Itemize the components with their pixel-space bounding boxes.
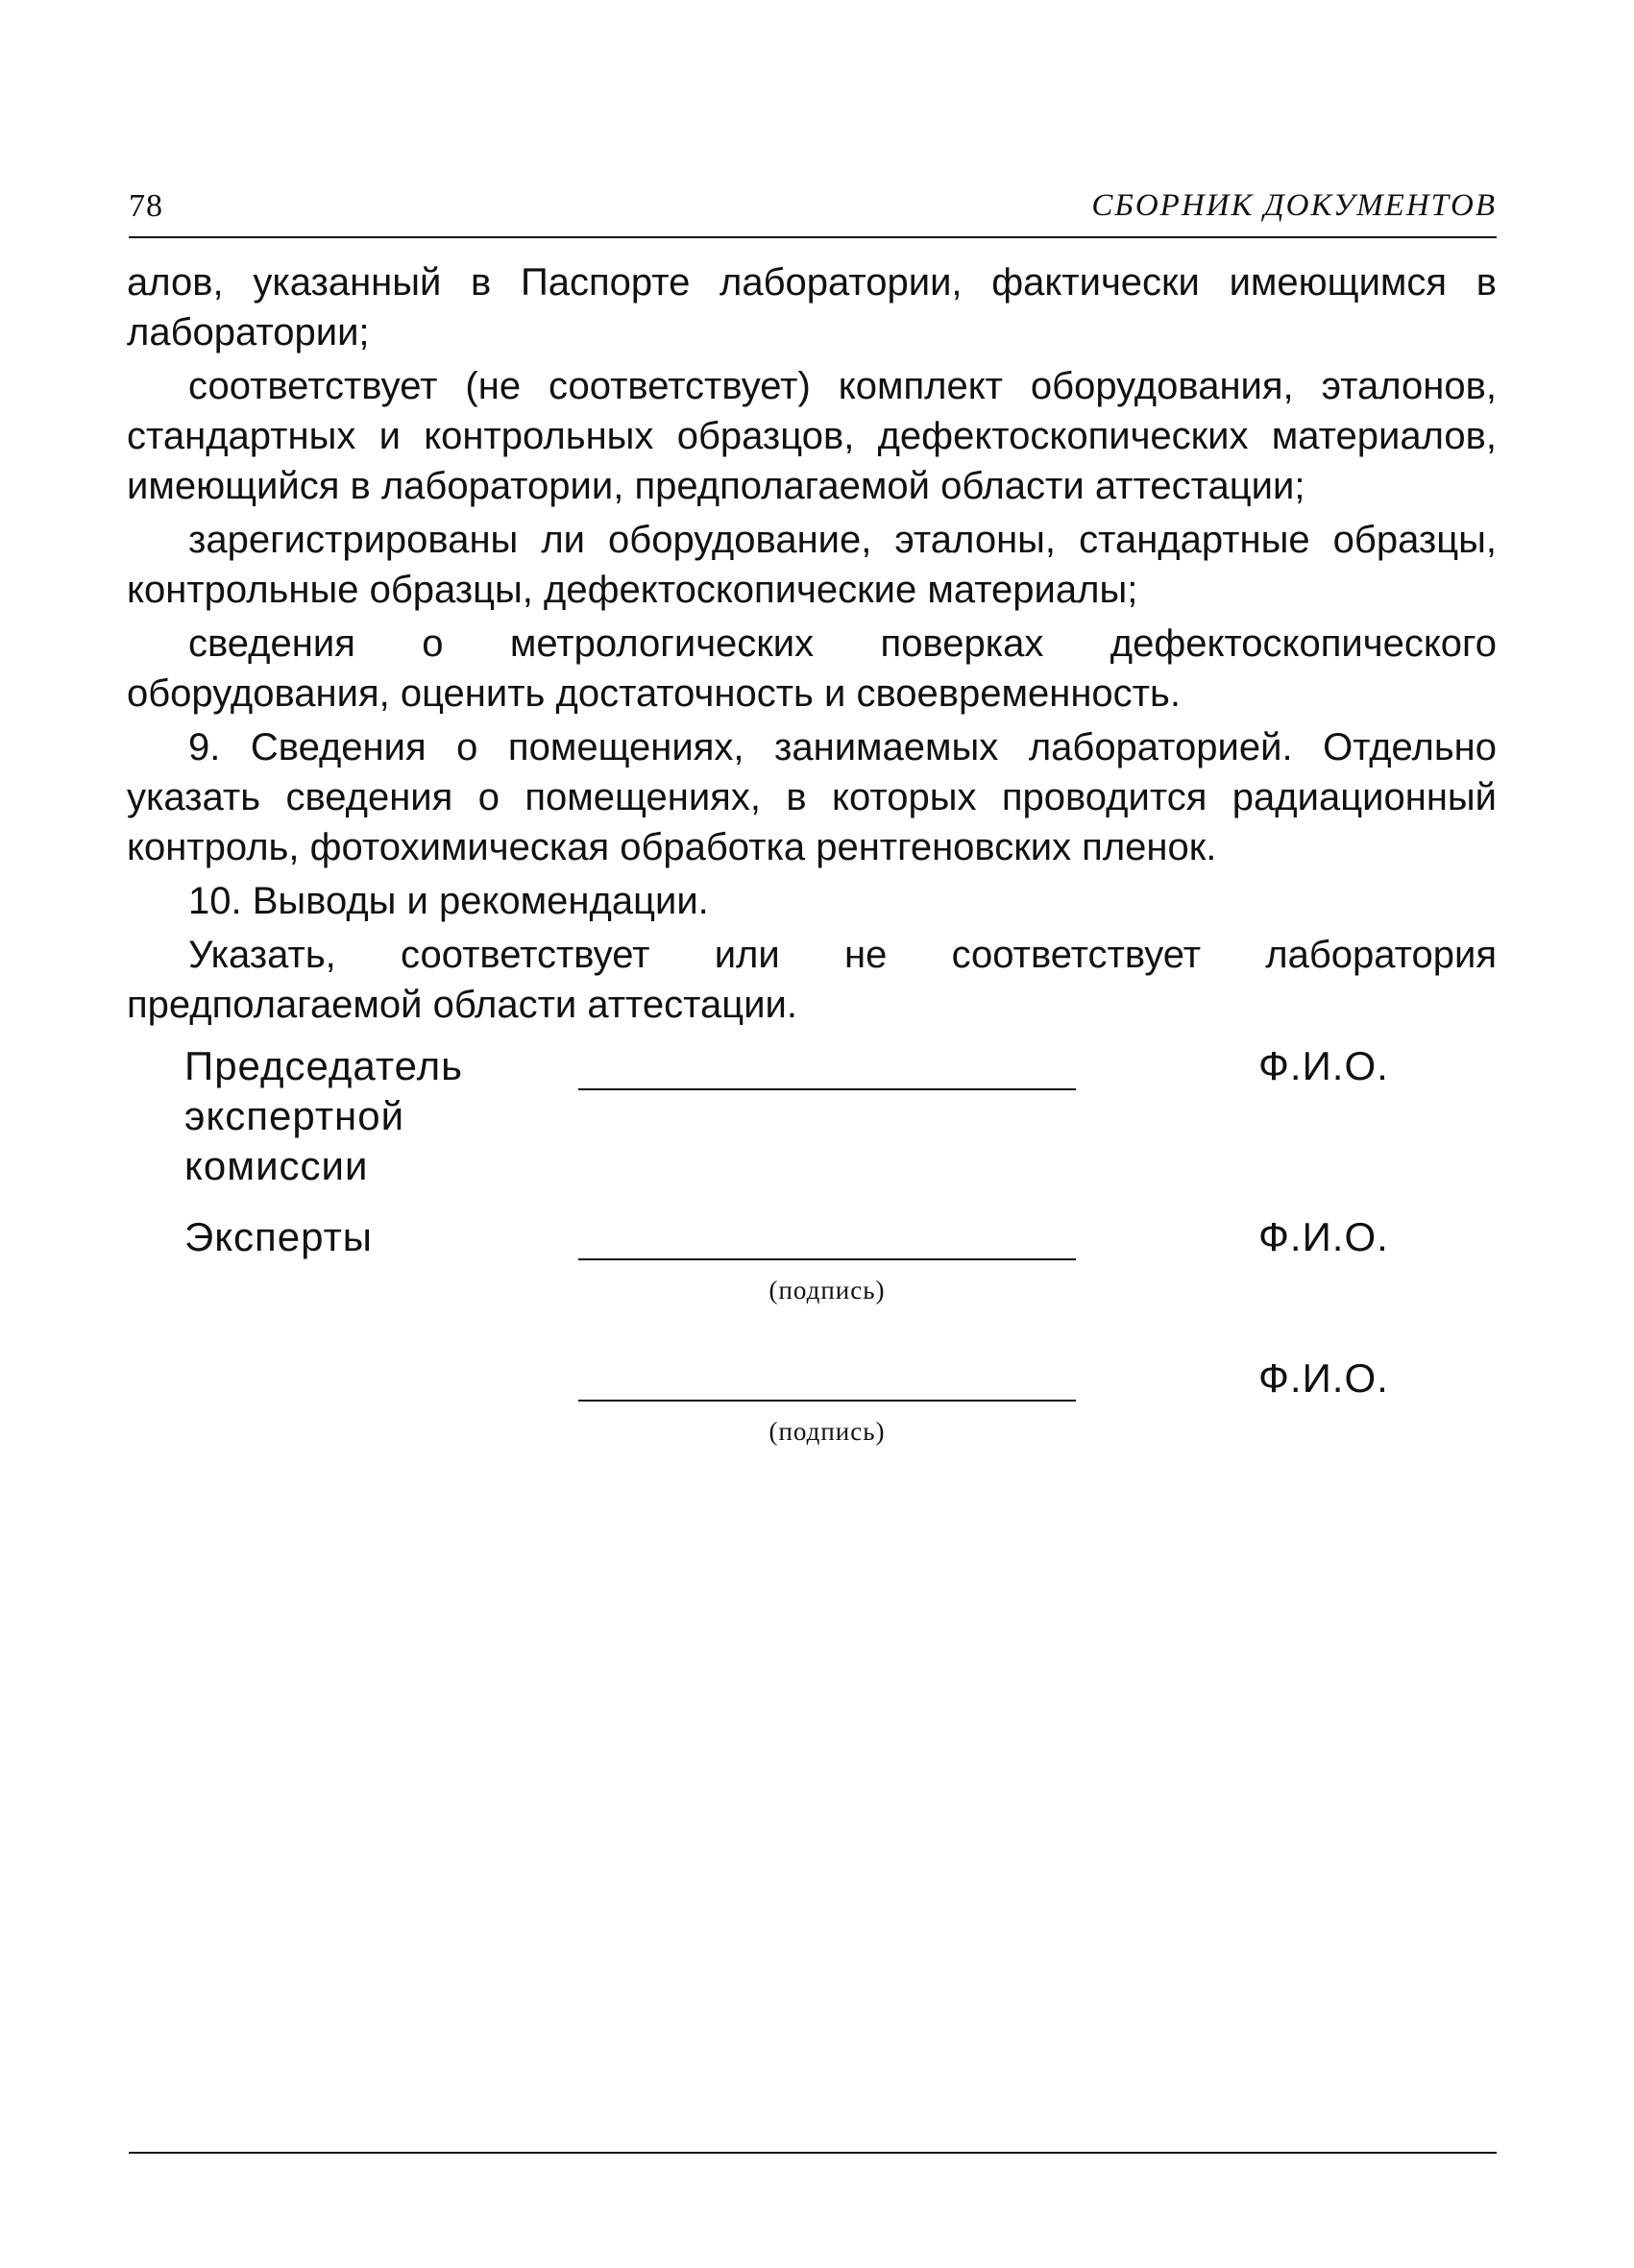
header-rule [129, 236, 1497, 238]
expert-1-signature-line [578, 1258, 1076, 1260]
paragraph-item-10: 10. Выводы и рекомендации. [188, 880, 709, 922]
paragraph-registration: зарегистрированы ли оборудование, эталоны, стандартные образцы, контрольные образцы, дефектоскопические материалы; [127, 519, 1497, 611]
expert-1-signature-caption: (подпись) [768, 1276, 886, 1305]
expert-2-signature-caption: (подпись) [768, 1417, 886, 1446]
body-text [127, 257, 1497, 1034]
paragraph-equipment-match: соответствует (не соответствует) комплект оборудования, эталонов, стандартных и контрольных образцов, дефектоскопических материалов, имеющийся в лаборатории, предполагаемой области аттестации; [127, 365, 1497, 507]
chairman-label-line-2: экспертной [184, 1093, 405, 1138]
chairman-signature-line [578, 1088, 1076, 1090]
expert-2-signature-line [578, 1400, 1076, 1402]
running-title: СБОРНИК ДОКУМЕНТОВ [1091, 188, 1497, 223]
paragraph-continuation: алов, указанный в Паспорте лаборатории, фактически имеющимся в лаборатории; [127, 261, 1497, 354]
chairman-label-line-1: Председатель [184, 1043, 463, 1088]
footer-rule [129, 2152, 1497, 2154]
page-header [129, 188, 1497, 227]
paragraph-metrology: сведения о метрологических поверках дефектоскопического оборудования, оценить достаточность и своевременность. [127, 622, 1497, 715]
paragraph-item-9: 9. Сведения о помещениях, занимаемых лабораторией. Отдельно указать сведения о помещениях, в которых проводится радиационный контроль, фотохимическая обработка рентгеновских пленок. [127, 726, 1497, 868]
expert-1-fio: Ф.И.О. [1258, 1214, 1389, 1259]
expert-2-fio: Ф.И.О. [1258, 1355, 1389, 1401]
paragraph-conclusion: Указать, соответствует или не соответствует лаборатория предполагаемой области аттестации. [127, 934, 1497, 1026]
experts-label: Эксперты [184, 1214, 373, 1259]
chairman-fio: Ф.И.О. [1258, 1043, 1389, 1088]
chairman-label-line-3: комиссии [184, 1143, 369, 1188]
page-number: 78 [129, 188, 163, 224]
